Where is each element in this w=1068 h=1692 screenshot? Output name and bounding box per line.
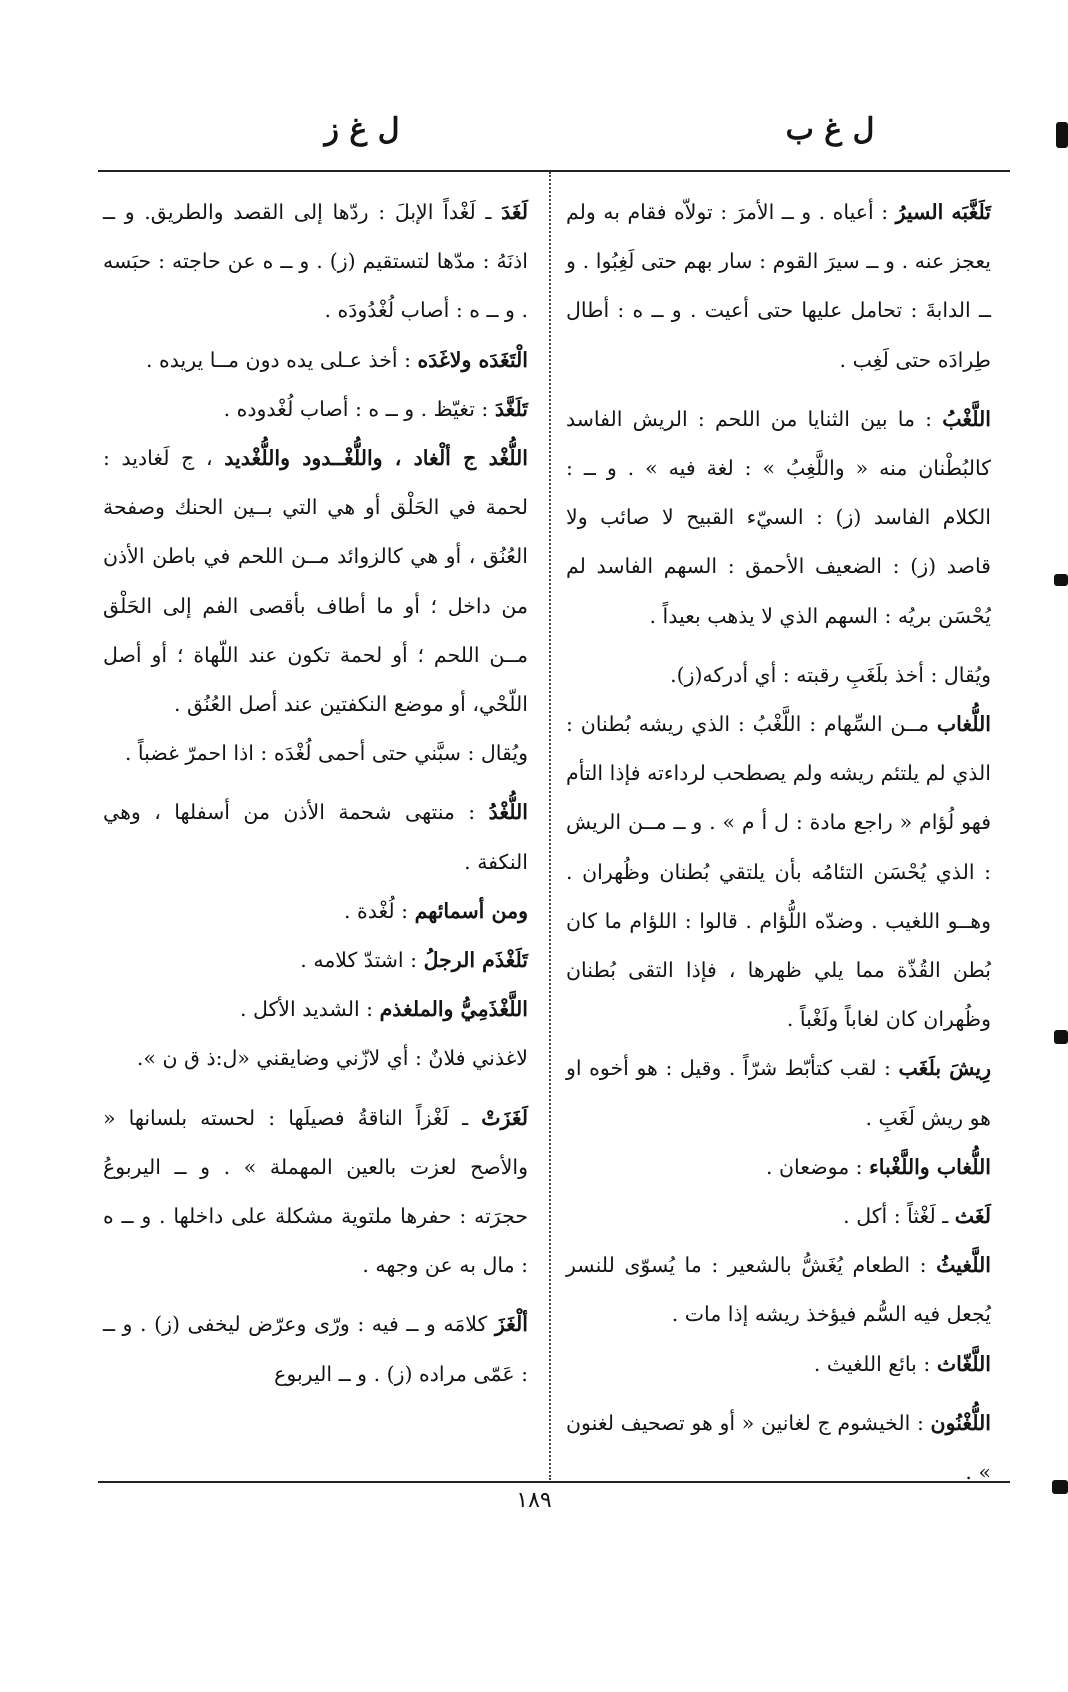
entry [103, 788, 528, 886]
right-column-heading: ل غ ب [785, 112, 875, 147]
entry [566, 700, 991, 1044]
thumb-index-mark [1056, 122, 1068, 148]
definition: : الطعام يُغَشُّ بالشعير : ما يُسوّى للنسر يُجعل فيه السُّم فيؤخذ ريشه إذا مات . [566, 1253, 991, 1327]
headword: لَغَث [954, 1204, 991, 1229]
entry [103, 188, 528, 336]
entry [103, 1094, 528, 1291]
headword: اللَّغْذَمِيُّ والملغذم [379, 997, 528, 1022]
definition: : لقب كتأبّط شرّاً . وقيل : هو أخوه او هو ريش لَغَبِ . [566, 1056, 991, 1130]
definition: لاغذني فلانٌ : أي لازّني وضايقني «ل:ذ ق ن ». [136, 1046, 528, 1071]
headword: اللُّغْنُون [930, 1410, 991, 1435]
bottom-rule [98, 1481, 1010, 1483]
definition: : بائع اللغيث . [813, 1351, 937, 1376]
entry [103, 936, 528, 985]
definition: : أخذ عـلى يده دون مــا يريده . [145, 347, 418, 372]
headword: ومن أسمائهم [414, 898, 528, 923]
entry [103, 1300, 528, 1398]
top-rule [98, 170, 1010, 172]
headword: رِيشَ بلَغَب [898, 1056, 992, 1081]
entry [566, 395, 991, 641]
headword: تَلَغْذَم الرجلُ [423, 948, 528, 973]
left-column-heading: ل غ ز [324, 112, 400, 147]
definition: كلامَه و ــ فيه : ورّى وعرّض ليخفى (ز) . و ــ : عَمّى مراده (ز) . و ــ اليربوع [103, 1312, 528, 1386]
headword: اللُّغْد ج ألْغاد ، واللُّغْــدود واللُّغْديد [224, 446, 528, 471]
headword: لَغَدَ [501, 200, 528, 224]
entry [103, 434, 528, 729]
definition: : اشتدّ كلامه . [300, 948, 424, 973]
thumb-index-mark [1054, 574, 1068, 586]
headword: الْتَغَدَه ولاغَدَه [417, 347, 528, 372]
entry [103, 887, 528, 936]
entry [566, 1192, 991, 1241]
definition: : لُغْدة . [344, 898, 415, 923]
headword: تَلَغَّبَه السيرُ [895, 200, 991, 224]
entry [566, 1340, 991, 1389]
definition: : ما بين الثنايا من اللحم : الريش الفاسد كالبُطْنان منه « واللَّغِبُ » : لغة فيه » . و ــ : الكلام الفاسد (ز) : السيّء القبيح لا صائب ولا قاصد (ز) : الضعيف الأحمق : السهم الفاسد لم يُحْسَن بريُه : السهم الذي لا يذهب بعيداً . [566, 406, 991, 628]
column-divider [549, 172, 551, 1480]
definition: ، ج لَغاديد : لحمة في الحَلْق أو هي التي بــين الحنك وصفحة العُنُق ، أو هي كالزوائد مــن اللحم في باطن الأذن من داخل ؛ أو ما أطاف بأقصى الفم إلى الحَلْق مــن اللحم ؛ أو لحمة تكون عند اللّهاة ؛ أو أصل اللّحْي، أو موضع النكفتين عند أصل العُنُق . [103, 446, 528, 717]
page-number: ١٨٩ [516, 1488, 552, 1513]
headword: اللَّغيثُ [936, 1253, 991, 1278]
right-column [566, 188, 991, 1497]
entry [103, 1034, 528, 1083]
entry [566, 1143, 991, 1192]
definition: : الخيشوم ج لغانين « أو هو تصحيف لغنون » . [566, 1410, 991, 1485]
definition: ويُقال : أخذ بلَغَبِ رقبته : أي أدركه(ز). [670, 662, 991, 687]
definition: ـ لَغْزاً الناقةُ فصيلَها : لحسته بلسانها « والأصح لعزت بالعين المهملة » . و ــ اليربوعُ حجرَته : حفرها ملتوية مشكلة على داخلها . و ــ ه : مال به عن وجهه . [103, 1105, 528, 1278]
entry [566, 651, 991, 700]
headword: اللُّغاب [936, 712, 991, 737]
definition: : موضعان . [765, 1154, 870, 1179]
page-header [70, 112, 1010, 168]
entry [103, 729, 528, 778]
headword: ألْغَزَ [494, 1312, 528, 1337]
entry [566, 188, 991, 385]
headword: اللَّغّاث [936, 1351, 991, 1376]
left-column [103, 188, 528, 1399]
entry [566, 1044, 991, 1142]
definition: : الشديد الأكل . [239, 997, 380, 1022]
thumb-index-mark [1052, 1480, 1068, 1494]
headword: اللَّغْبُ [942, 406, 991, 431]
entry [103, 985, 528, 1034]
headword: لَغَزَتْ [481, 1105, 528, 1130]
entry [566, 1241, 991, 1339]
definition: ـ لَغْداً الإبلَ : ردّها إلى القصد والطريق. و ــ اذنَهُ : مدّها لتستقيم (ز) . و ــ ه عن حاجته : حبَسه . و ــ ه : أصاب لُغْدُودَه . [103, 200, 528, 323]
definition: ـ لَغْثاً : أكل . [843, 1204, 955, 1229]
headword: تَلَغَّدَ [494, 396, 528, 421]
definition: : منتهى شحمة الأذن من أسفلها ، وهي النكفة . [103, 800, 528, 874]
entry [103, 385, 528, 434]
headword: اللُّغاب واللَّغْباء [869, 1154, 991, 1179]
thumb-index-mark [1054, 1030, 1068, 1044]
definition: مــن السِّهام : اللَّغْبُ : الذي ريشه بُطنان : الذي لم يلتئم ريشه ولم يصطحب لرداءته فإذا التأم فهو لُؤام « راجع مادة : ل أ م » . و ــ مــن الريش : الذي يُحْسَن التئامُه بأن يلتقي بُطنان وظُهران . وهــو اللغيب . وضدّه اللُّؤام . قالوا : اللؤام ما كان بُطن القُذّة مما يلي ظهرها ، فإذا التقى بُطنان وظُهران كان لغاباً ولَغْباً . [566, 712, 991, 1032]
definition: ويُقال : سبَّني حتى أحمى لُغْدَه : اذا احمرّ غضباً . [124, 741, 528, 766]
definition: : أعياه . و ــ الأمرَ : تولاّه فقام به ولم يعجز عنه . و ــ سيرَ القوم : سار بهم حتى لَغِبُوا . و ــ الدابةَ : تحامل عليها حتى أعيت . و ــ ه : أطال طِرادَه حتى لَغِب . [566, 200, 991, 372]
definition: : تغيّظ . و ــ ه : أصاب لُغْدوده . [223, 396, 495, 421]
headword: اللُّغْدُ [488, 800, 528, 825]
entry [103, 336, 528, 385]
